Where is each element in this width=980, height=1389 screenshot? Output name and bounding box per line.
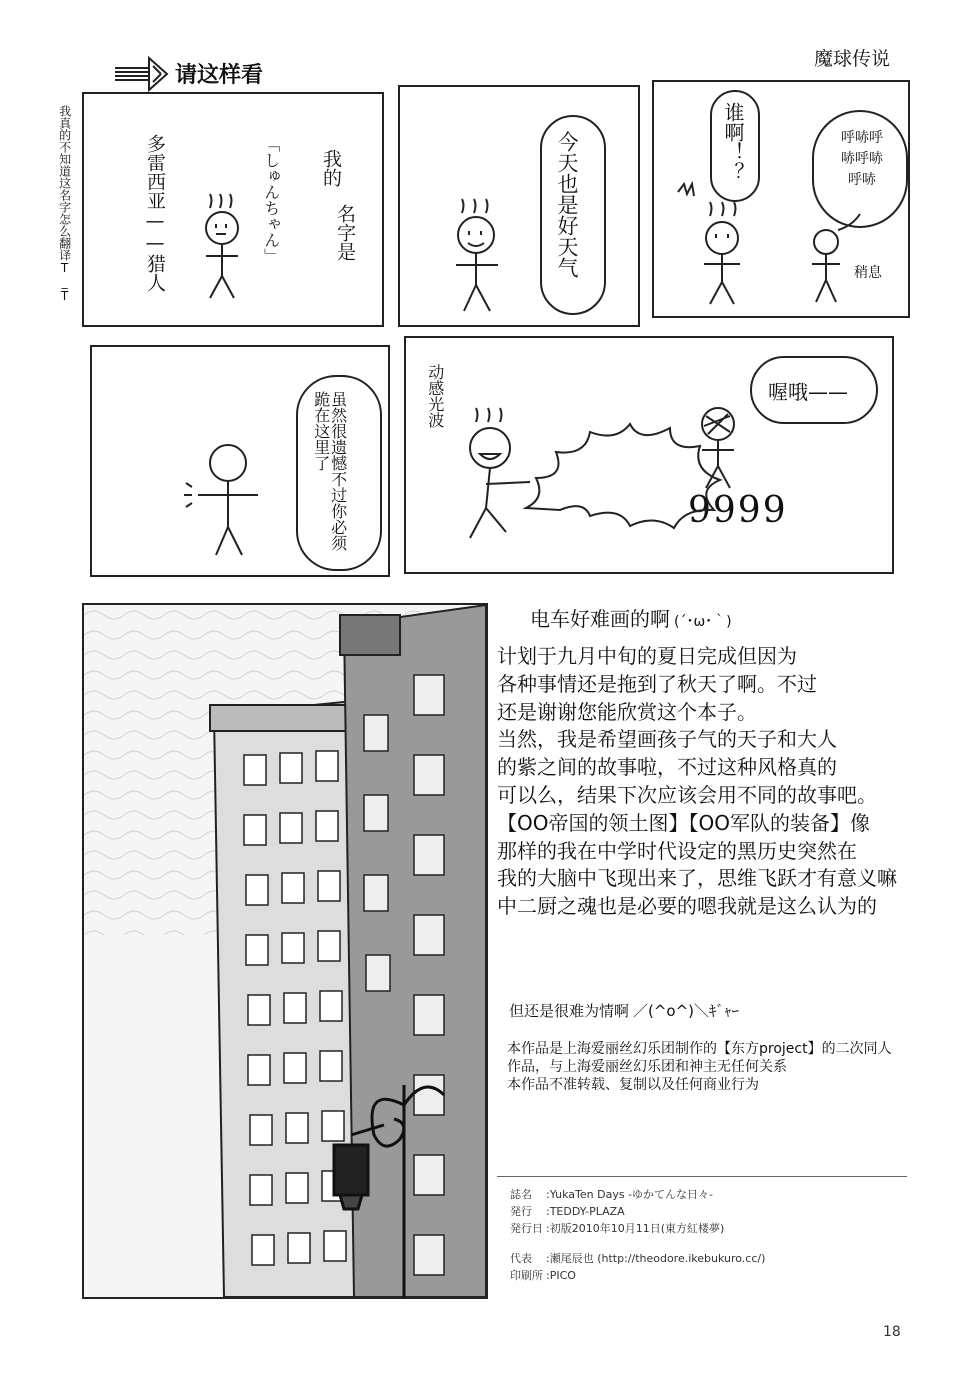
colophon-row: 印刷所 :PICO — [510, 1269, 576, 1282]
colophon-row: 発行日 :初版2010年10月11日(東方紅楼夢) — [510, 1222, 725, 1235]
notes-line: 各种事情还是拖到了秋天了啊。不过 — [497, 671, 817, 696]
rest-caption: 稍息 — [854, 265, 882, 281]
comic-panel-1 — [82, 92, 384, 327]
notes-line: 我的大脑中飞现出来了，思维飞跃才有意义嘛 — [497, 866, 897, 891]
notes-line: 中二厨之魂也是必要的嗯我就是这么认为的 — [497, 894, 877, 919]
stick-figure-icon — [676, 182, 756, 312]
notes-line: 【OO帝国的领土图】【OO军队的装备】像 — [497, 810, 870, 835]
building-illustration — [82, 603, 488, 1299]
panting-bubble: 呼哧呼哧呼哧呼哧 — [812, 110, 908, 228]
disclaimer — [507, 1040, 892, 1094]
speech-bubble: 谁啊！？ — [710, 90, 760, 202]
stick-figure-icon — [202, 194, 252, 304]
speech-bubble: 喔哦—— — [750, 356, 878, 424]
small-stick-figure-icon — [804, 222, 854, 312]
comic-panel-3 — [652, 80, 910, 318]
notes-line: 那样的我在中学时代设定的黑历史突然在 — [497, 838, 857, 863]
comic-panel-5 — [404, 336, 894, 574]
character-nickname: 「しゅんちゃん」 — [261, 136, 281, 264]
colophon-row: 代表 :瀬尾辰也 (http://theodore.ikebukuro.cc/) — [510, 1252, 766, 1265]
read-direction-arrow-icon — [113, 54, 169, 94]
stick-figure-icon — [452, 199, 508, 319]
notes-heading-emote: (´･ω･｀) — [674, 614, 732, 630]
name-caption-bottom: 名字是 — [333, 204, 356, 261]
notes-aside-emote: ／(^o^)＼ｷﾞｬｰ — [633, 1002, 740, 1020]
notes-line: 还是谢谢您能欣赏这个本子。 — [497, 699, 757, 724]
disclaimer-line: 本作品不准转载、复制以及任何商业行为 — [507, 1077, 759, 1093]
sound-effect: 9999 — [688, 490, 788, 531]
notes-line: 的紫之间的故事啦，不过这种风格真的 — [497, 755, 837, 780]
speech-bubble: 今天也是好天气 — [540, 115, 606, 315]
notes-heading: 电车好难画的啊 (´･ω･｀) — [530, 607, 732, 631]
name-caption-top: 我的 — [319, 149, 342, 187]
notes-line: 可以么，结果下次应该会用不同的故事吧。 — [497, 782, 877, 807]
stick-figure-icon — [188, 441, 278, 571]
colophon-row: 発行 :TEDDY-PLAZA — [510, 1205, 625, 1218]
stick-figure-icon — [458, 408, 538, 548]
character-name: 多雷西亚——猎人 — [143, 134, 166, 292]
notes-aside: 但还是很难为情啊 ／(^o^)＼ｷﾞｬｰ — [509, 1002, 740, 1020]
notes-body — [497, 643, 967, 921]
disclaimer-line: 作品，与上海爱丽丝幻乐团和神主无任何关系 — [507, 1059, 787, 1075]
page-number: 18 — [883, 1324, 901, 1340]
speech-bubble: 虽然很遗憾不过你必须跪在这里了 — [296, 375, 382, 571]
notes-line: 当然，我是希望画孩子气的天子和大人 — [497, 727, 837, 752]
disclaimer-line: 本作品是上海爱丽丝幻乐团制作的【东方project】的二次同人 — [507, 1041, 892, 1057]
notes-line: 计划于九月中旬的夏日完成但因为 — [497, 644, 797, 668]
comic-panel-4 — [90, 345, 390, 577]
colophon — [510, 1186, 910, 1284]
series-title: 魔球传说 — [814, 48, 891, 70]
colophon-rule — [497, 1176, 907, 1177]
comic-panel-2 — [398, 85, 640, 327]
side-note: 我真的不知道这名字怎么翻译T_T — [57, 105, 72, 303]
colophon-row: 誌名 :YukaTen Days -ゆかてんな日々- — [510, 1188, 714, 1201]
read-hint: 请这样看 — [175, 63, 264, 88]
attack-name: 动感光波 — [425, 364, 445, 428]
burnt-stick-figure-icon — [692, 406, 752, 496]
